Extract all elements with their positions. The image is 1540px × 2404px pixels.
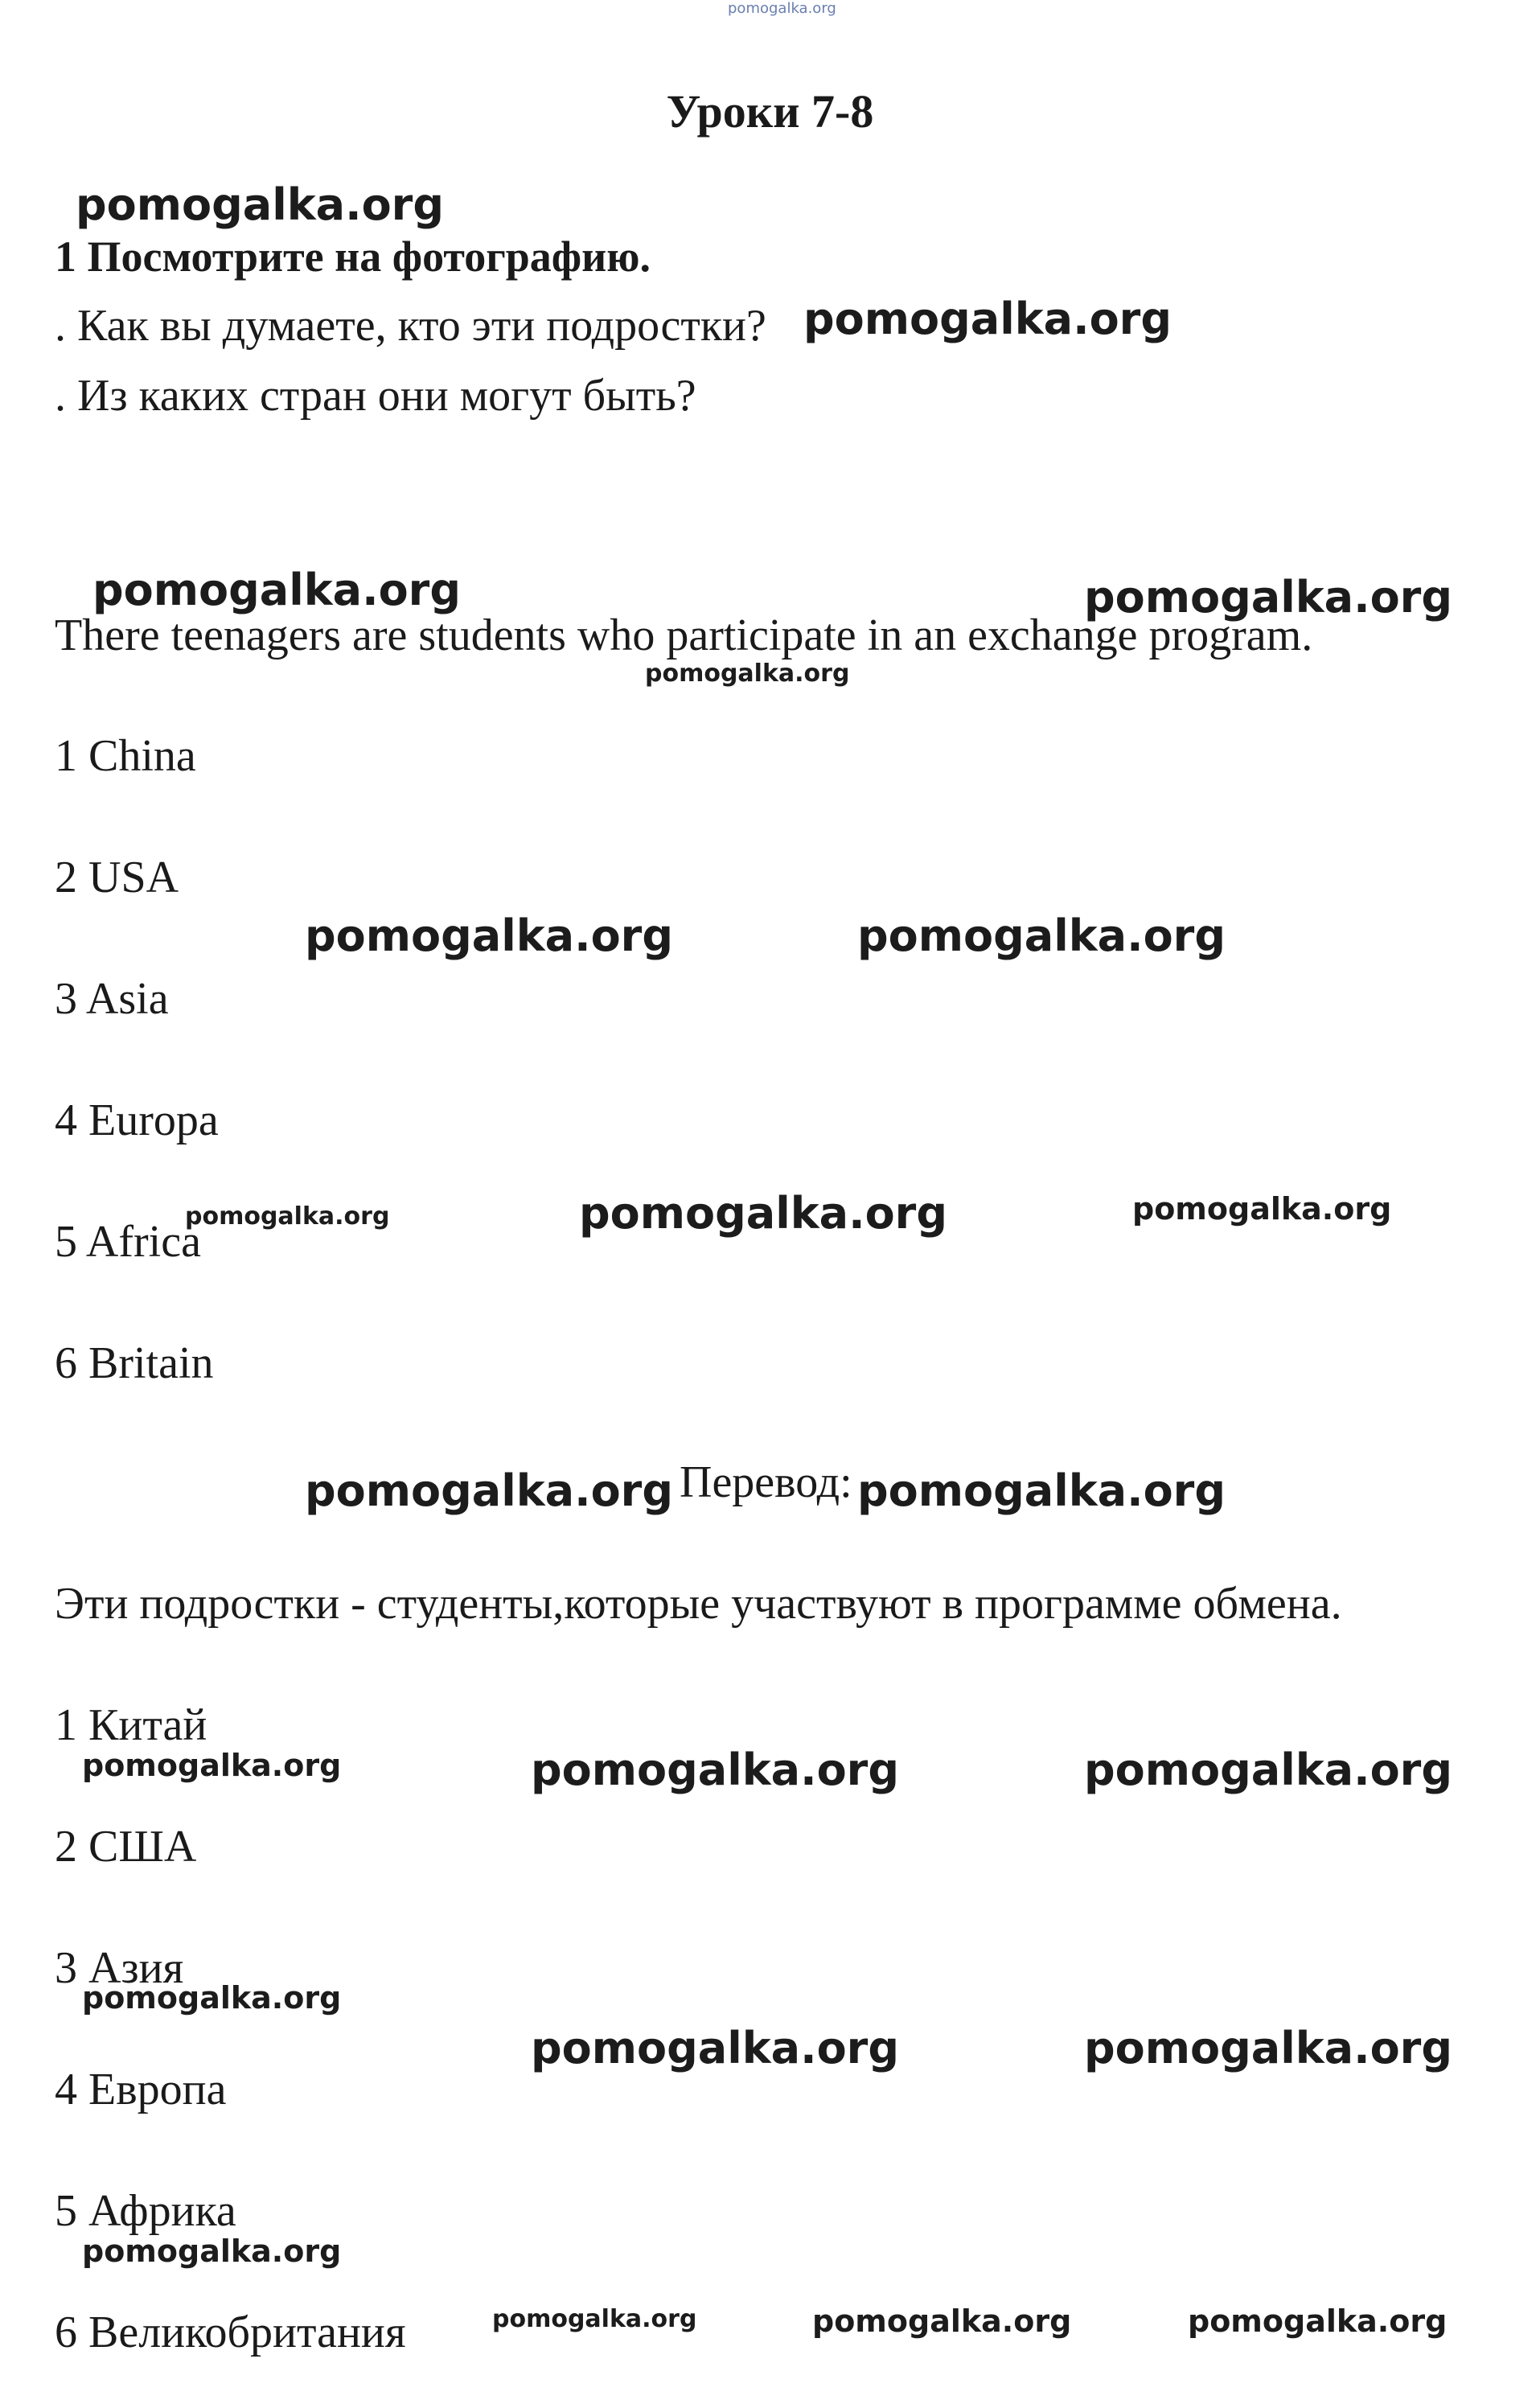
watermark: pomogalka.org bbox=[579, 1188, 947, 1239]
watermark: pomogalka.org bbox=[857, 1465, 1226, 1516]
watermark: pomogalka.org bbox=[1084, 1744, 1452, 1795]
watermark: pomogalka.org bbox=[305, 1465, 673, 1516]
watermark: pomogalka.org bbox=[76, 179, 444, 230]
watermark: pomogalka.org bbox=[305, 910, 673, 961]
watermark: pomogalka.org bbox=[1132, 1191, 1392, 1227]
translation-item: 2 США bbox=[55, 1822, 197, 1872]
answer-item: 3 Asia bbox=[55, 974, 169, 1024]
translation-label: Перевод: bbox=[680, 1457, 852, 1507]
translation-item: 1 Китай bbox=[55, 1700, 207, 1750]
watermark: pomogalka.org bbox=[82, 1748, 342, 1783]
translation-item: 5 Африка bbox=[55, 2186, 236, 2236]
watermark: pomogalka.org bbox=[1084, 572, 1452, 623]
answer-item: 4 Europa bbox=[55, 1095, 219, 1145]
header-site-mark: pomogalka.org bbox=[728, 0, 836, 17]
watermark: pomogalka.org bbox=[82, 2233, 342, 2269]
watermark: pomogalka.org bbox=[82, 1980, 342, 2016]
task-heading: 1 Посмотрите на фотографию. bbox=[55, 232, 651, 281]
watermark: pomogalka.org bbox=[492, 2305, 697, 2333]
translation-sentence: Эти подростки - студенты,которые участвуют в программе обмена. bbox=[55, 1579, 1342, 1629]
watermark: pomogalka.org bbox=[92, 565, 461, 615]
watermark: pomogalka.org bbox=[1084, 2023, 1452, 2073]
watermark: pomogalka.org bbox=[645, 660, 850, 688]
task-question-2: . Из каких стран они могут быть? bbox=[55, 371, 696, 421]
watermark: pomogalka.org bbox=[812, 2303, 1072, 2339]
watermark: pomogalka.org bbox=[185, 1202, 390, 1231]
watermark: pomogalka.org bbox=[531, 2023, 899, 2073]
translation-item: 3 Азия bbox=[55, 1943, 184, 1993]
watermark: pomogalka.org bbox=[803, 294, 1172, 344]
answer-item: 6 Britain bbox=[55, 1338, 214, 1388]
task-question-1: . Как вы думаете, кто эти подростки? bbox=[55, 301, 766, 351]
answer-item: 5 Africa bbox=[55, 1217, 201, 1267]
page-title: Уроки 7-8 bbox=[666, 85, 874, 138]
answer-sentence: There teenagers are students who participate in an exchange program. bbox=[55, 610, 1313, 660]
translation-item: 6 Великобритания bbox=[55, 2307, 406, 2357]
watermark: pomogalka.org bbox=[1188, 2303, 1448, 2339]
answer-item: 2 USA bbox=[55, 853, 179, 902]
translation-item: 4 Европа bbox=[55, 2065, 227, 2114]
watermark: pomogalka.org bbox=[857, 910, 1226, 961]
answer-item: 1 China bbox=[55, 731, 196, 781]
watermark: pomogalka.org bbox=[531, 1744, 899, 1795]
